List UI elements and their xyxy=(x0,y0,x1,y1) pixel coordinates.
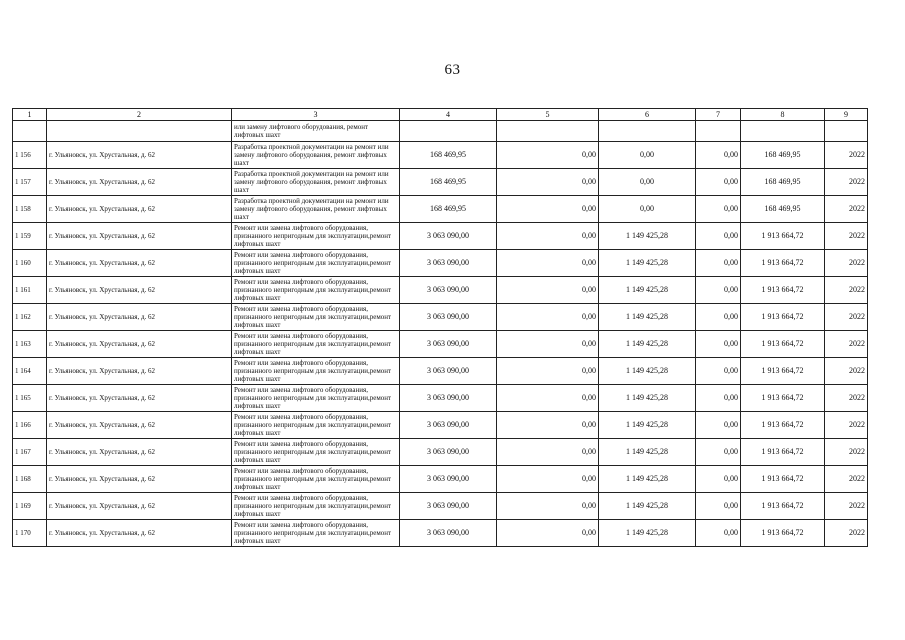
column-8-cell: 1 913 664,72 xyxy=(741,466,825,493)
address-cell: г. Ульяновск, ул. Хрустальная, д. 62 xyxy=(47,331,232,358)
address-cell: г. Ульяновск, ул. Хрустальная, д. 62 xyxy=(47,493,232,520)
column-header: 7 xyxy=(696,109,741,121)
column-8-cell: 1 913 664,72 xyxy=(741,331,825,358)
column-6-cell: 1 149 425,28 xyxy=(599,412,696,439)
column-7-cell: 0,00 xyxy=(696,385,741,412)
column-header: 5 xyxy=(497,109,599,121)
column-header: 6 xyxy=(599,109,696,121)
cell-empty xyxy=(400,121,497,142)
column-8-cell: 1 913 664,72 xyxy=(741,277,825,304)
column-5-cell: 0,00 xyxy=(497,412,599,439)
table-row xyxy=(13,466,868,493)
column-header: 9 xyxy=(825,109,868,121)
work-description-cell: Ремонт или замена лифтового оборудования, признанного непригодным для эксплуатации,ремонт лифтовых шахт xyxy=(232,331,400,358)
cell-empty xyxy=(47,121,232,142)
column-6-cell: 1 149 425,28 xyxy=(599,520,696,547)
table-row xyxy=(13,385,868,412)
address-cell: г. Ульяновск, ул. Хрустальная, д. 62 xyxy=(47,223,232,250)
work-description-cell: Ремонт или замена лифтового оборудования, признанного непригодным для эксплуатации,ремонт лифтовых шахт xyxy=(232,412,400,439)
total-cost-cell: 3 063 090,00 xyxy=(400,439,497,466)
cell-empty xyxy=(497,121,599,142)
total-cost-cell: 168 469,95 xyxy=(400,169,497,196)
column-5-cell: 0,00 xyxy=(497,250,599,277)
table-row xyxy=(13,277,868,304)
work-description-cell: Разработка проектной документации на ремонт или замену лифтового оборудования, ремонт лифтовых шахт xyxy=(232,169,400,196)
column-8-cell: 1 913 664,72 xyxy=(741,304,825,331)
column-6-cell: 0,00 xyxy=(599,169,696,196)
year-cell: 2022 xyxy=(825,520,868,547)
cell-empty xyxy=(696,121,741,142)
cell-empty xyxy=(13,121,47,142)
row-number: 1 166 xyxy=(13,412,47,439)
year-cell: 2022 xyxy=(825,142,868,169)
total-cost-cell: 3 063 090,00 xyxy=(400,223,497,250)
column-6-cell: 1 149 425,28 xyxy=(599,223,696,250)
table-row xyxy=(13,520,868,547)
column-5-cell: 0,00 xyxy=(497,466,599,493)
work-description-cell: Ремонт или замена лифтового оборудования, признанного непригодным для эксплуатации,ремонт лифтовых шахт xyxy=(232,250,400,277)
column-header: 1 xyxy=(13,109,47,121)
column-8-cell: 1 913 664,72 xyxy=(741,412,825,439)
column-5-cell: 0,00 xyxy=(497,493,599,520)
work-description-cell: Ремонт или замена лифтового оборудования, признанного непригодным для эксплуатации,ремонт лифтовых шахт xyxy=(232,277,400,304)
year-cell: 2022 xyxy=(825,412,868,439)
column-7-cell: 0,00 xyxy=(696,196,741,223)
table-row xyxy=(13,493,868,520)
column-6-cell: 1 149 425,28 xyxy=(599,250,696,277)
total-cost-cell: 3 063 090,00 xyxy=(400,304,497,331)
work-description-cell: Ремонт или замена лифтового оборудования, признанного непригодным для эксплуатации,ремонт лифтовых шахт xyxy=(232,385,400,412)
address-cell: г. Ульяновск, ул. Хрустальная, д. 62 xyxy=(47,466,232,493)
column-6-cell: 1 149 425,28 xyxy=(599,277,696,304)
column-5-cell: 0,00 xyxy=(497,331,599,358)
address-cell: г. Ульяновск, ул. Хрустальная, д. 62 xyxy=(47,304,232,331)
table-body xyxy=(13,121,868,547)
work-description-cell: Ремонт или замена лифтового оборудования, признанного непригодным для эксплуатации,ремонт лифтовых шахт xyxy=(232,304,400,331)
column-8-cell: 1 913 664,72 xyxy=(741,223,825,250)
column-6-cell: 1 149 425,28 xyxy=(599,439,696,466)
table-row xyxy=(13,142,868,169)
address-cell: г. Ульяновск, ул. Хрустальная, д. 62 xyxy=(47,277,232,304)
work-description-cell: Ремонт или замена лифтового оборудования, признанного непригодным для эксплуатации,ремонт лифтовых шахт xyxy=(232,223,400,250)
column-7-cell: 0,00 xyxy=(696,412,741,439)
column-5-cell: 0,00 xyxy=(497,358,599,385)
row-number: 1 164 xyxy=(13,358,47,385)
column-header: 2 xyxy=(47,109,232,121)
column-header: 4 xyxy=(400,109,497,121)
column-5-cell: 0,00 xyxy=(497,304,599,331)
column-header-row xyxy=(13,109,868,121)
cell-empty xyxy=(825,121,868,142)
address-cell: г. Ульяновск, ул. Хрустальная, д. 62 xyxy=(47,142,232,169)
table-row xyxy=(13,196,868,223)
year-cell: 2022 xyxy=(825,466,868,493)
column-6-cell: 1 149 425,28 xyxy=(599,358,696,385)
year-cell: 2022 xyxy=(825,304,868,331)
column-5-cell: 0,00 xyxy=(497,439,599,466)
column-8-cell: 1 913 664,72 xyxy=(741,493,825,520)
column-7-cell: 0,00 xyxy=(696,520,741,547)
address-cell: г. Ульяновск, ул. Хрустальная, д. 62 xyxy=(47,412,232,439)
column-7-cell: 0,00 xyxy=(696,358,741,385)
column-7-cell: 0,00 xyxy=(696,304,741,331)
total-cost-cell: 168 469,95 xyxy=(400,142,497,169)
address-cell: г. Ульяновск, ул. Хрустальная, д. 62 xyxy=(47,520,232,547)
column-7-cell: 0,00 xyxy=(696,466,741,493)
continuation-text: или замену лифтового оборудования, ремонт лифтовых шахт xyxy=(232,121,400,142)
row-number: 1 167 xyxy=(13,439,47,466)
row-number: 1 159 xyxy=(13,223,47,250)
work-description-cell: Ремонт или замена лифтового оборудования, признанного непригодным для эксплуатации,ремонт лифтовых шахт xyxy=(232,358,400,385)
row-number: 1 160 xyxy=(13,250,47,277)
program-table xyxy=(12,108,868,547)
work-description-cell: Ремонт или замена лифтового оборудования, признанного непригодным для эксплуатации,ремонт лифтовых шахт xyxy=(232,493,400,520)
column-5-cell: 0,00 xyxy=(497,169,599,196)
column-8-cell: 168 469,95 xyxy=(741,142,825,169)
column-5-cell: 0,00 xyxy=(497,277,599,304)
column-5-cell: 0,00 xyxy=(497,385,599,412)
column-8-cell: 1 913 664,72 xyxy=(741,385,825,412)
address-cell: г. Ульяновск, ул. Хрустальная, д. 62 xyxy=(47,196,232,223)
year-cell: 2022 xyxy=(825,277,868,304)
column-8-cell: 1 913 664,72 xyxy=(741,439,825,466)
column-header: 8 xyxy=(741,109,825,121)
column-6-cell: 0,00 xyxy=(599,196,696,223)
column-7-cell: 0,00 xyxy=(696,493,741,520)
cell-empty xyxy=(599,121,696,142)
work-description-cell: Ремонт или замена лифтового оборудования, признанного непригодным для эксплуатации,ремонт лифтовых шахт xyxy=(232,520,400,547)
year-cell: 2022 xyxy=(825,331,868,358)
continuation-row xyxy=(13,121,868,142)
year-cell: 2022 xyxy=(825,385,868,412)
total-cost-cell: 3 063 090,00 xyxy=(400,520,497,547)
column-6-cell: 1 149 425,28 xyxy=(599,493,696,520)
year-cell: 2022 xyxy=(825,493,868,520)
column-8-cell: 1 913 664,72 xyxy=(741,358,825,385)
table-row xyxy=(13,358,868,385)
column-6-cell: 0,00 xyxy=(599,142,696,169)
total-cost-cell: 3 063 090,00 xyxy=(400,412,497,439)
row-number: 1 170 xyxy=(13,520,47,547)
row-number: 1 168 xyxy=(13,466,47,493)
column-6-cell: 1 149 425,28 xyxy=(599,385,696,412)
year-cell: 2022 xyxy=(825,169,868,196)
column-8-cell: 1 913 664,72 xyxy=(741,520,825,547)
total-cost-cell: 3 063 090,00 xyxy=(400,358,497,385)
table-row xyxy=(13,439,868,466)
total-cost-cell: 3 063 090,00 xyxy=(400,331,497,358)
column-8-cell: 168 469,95 xyxy=(741,169,825,196)
table-row xyxy=(13,331,868,358)
row-number: 1 163 xyxy=(13,331,47,358)
year-cell: 2022 xyxy=(825,439,868,466)
column-7-cell: 0,00 xyxy=(696,223,741,250)
column-5-cell: 0,00 xyxy=(497,196,599,223)
total-cost-cell: 3 063 090,00 xyxy=(400,385,497,412)
column-7-cell: 0,00 xyxy=(696,169,741,196)
address-cell: г. Ульяновск, ул. Хрустальная, д. 62 xyxy=(47,439,232,466)
column-7-cell: 0,00 xyxy=(696,142,741,169)
page-number: 63 xyxy=(444,62,461,78)
column-6-cell: 1 149 425,28 xyxy=(599,331,696,358)
total-cost-cell: 3 063 090,00 xyxy=(400,277,497,304)
row-number: 1 156 xyxy=(13,142,47,169)
year-cell: 2022 xyxy=(825,358,868,385)
address-cell: г. Ульяновск, ул. Хрустальная, д. 62 xyxy=(47,385,232,412)
total-cost-cell: 168 469,95 xyxy=(400,196,497,223)
column-8-cell: 168 469,95 xyxy=(741,196,825,223)
column-7-cell: 0,00 xyxy=(696,331,741,358)
total-cost-cell: 3 063 090,00 xyxy=(400,250,497,277)
column-7-cell: 0,00 xyxy=(696,439,741,466)
column-5-cell: 0,00 xyxy=(497,142,599,169)
table-row xyxy=(13,412,868,439)
year-cell: 2022 xyxy=(825,223,868,250)
address-cell: г. Ульяновск, ул. Хрустальная, д. 62 xyxy=(47,169,232,196)
year-cell: 2022 xyxy=(825,196,868,223)
row-number: 1 162 xyxy=(13,304,47,331)
work-description-cell: Ремонт или замена лифтового оборудования, признанного непригодным для эксплуатации,ремонт лифтовых шахт xyxy=(232,439,400,466)
column-7-cell: 0,00 xyxy=(696,277,741,304)
work-description-cell: Ремонт или замена лифтового оборудования, признанного непригодным для эксплуатации,ремонт лифтовых шахт xyxy=(232,466,400,493)
work-description-cell: Разработка проектной документации на ремонт или замену лифтового оборудования, ремонт лифтовых шахт xyxy=(232,142,400,169)
address-cell: г. Ульяновск, ул. Хрустальная, д. 62 xyxy=(47,250,232,277)
row-number: 1 169 xyxy=(13,493,47,520)
table-row xyxy=(13,304,868,331)
cell-empty xyxy=(741,121,825,142)
column-6-cell: 1 149 425,28 xyxy=(599,466,696,493)
table-row xyxy=(13,169,868,196)
row-number: 1 158 xyxy=(13,196,47,223)
total-cost-cell: 3 063 090,00 xyxy=(400,466,497,493)
total-cost-cell: 3 063 090,00 xyxy=(400,493,497,520)
year-cell: 2022 xyxy=(825,250,868,277)
address-cell: г. Ульяновск, ул. Хрустальная, д. 62 xyxy=(47,358,232,385)
column-5-cell: 0,00 xyxy=(497,520,599,547)
column-header: 3 xyxy=(232,109,400,121)
column-6-cell: 1 149 425,28 xyxy=(599,304,696,331)
table-row xyxy=(13,223,868,250)
work-description-cell: Разработка проектной документации на ремонт или замену лифтового оборудования, ремонт лифтовых шахт xyxy=(232,196,400,223)
table-row xyxy=(13,250,868,277)
row-number: 1 157 xyxy=(13,169,47,196)
column-7-cell: 0,00 xyxy=(696,250,741,277)
column-8-cell: 1 913 664,72 xyxy=(741,250,825,277)
row-number: 1 161 xyxy=(13,277,47,304)
row-number: 1 165 xyxy=(13,385,47,412)
column-5-cell: 0,00 xyxy=(497,223,599,250)
